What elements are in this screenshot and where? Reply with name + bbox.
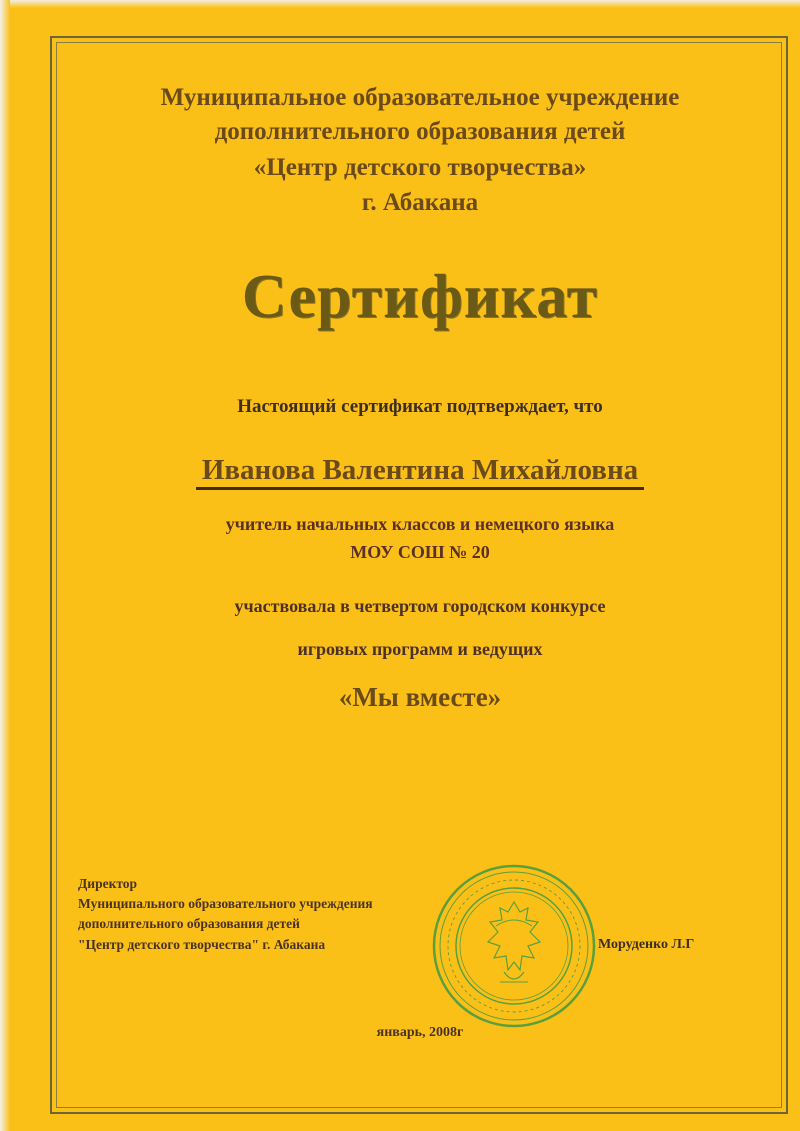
issue-date: январь, 2008г xyxy=(376,1025,464,1040)
recipient-name: Иванова Валентина Михайловна xyxy=(196,454,644,490)
signature-org-line-2: дополнительного образования детей xyxy=(78,916,300,931)
recipient-position: учитель начальных классов и немецкого языка xyxy=(225,514,615,534)
header-line-2: дополнительного образования детей xyxy=(214,118,626,145)
paper-top-edge xyxy=(0,0,800,8)
signature-name: Моруденко Л.Г xyxy=(598,937,695,952)
confirm-text: Настоящий сертификат подтверждает, что xyxy=(237,396,603,417)
header-line-4: г. Абакана xyxy=(361,189,479,216)
paper-left-edge xyxy=(0,0,10,1131)
recipient-name-wrapper xyxy=(60,454,780,487)
participation-line-2: игровых программ и ведущих xyxy=(297,639,543,659)
official-seal-icon xyxy=(430,862,598,1030)
certificate-title: Сертификат xyxy=(241,263,599,331)
signature-org-line-1: Муниципального образовательного учреждения xyxy=(78,896,373,911)
recipient-school: МОУ СОШ № 20 xyxy=(350,542,490,562)
signature-role: Директор xyxy=(78,876,138,891)
contest-name: «Мы вместе» xyxy=(338,682,502,712)
participation-line-1: участвовала в четвертом городском конкурсе xyxy=(234,596,606,616)
header-line-3: «Центр детского творчества» xyxy=(253,154,587,181)
signature-org-line-3: "Центр детского творчества" г. Абакана xyxy=(78,937,326,952)
header-line-1: Муниципальное образовательное учреждение xyxy=(160,84,680,111)
